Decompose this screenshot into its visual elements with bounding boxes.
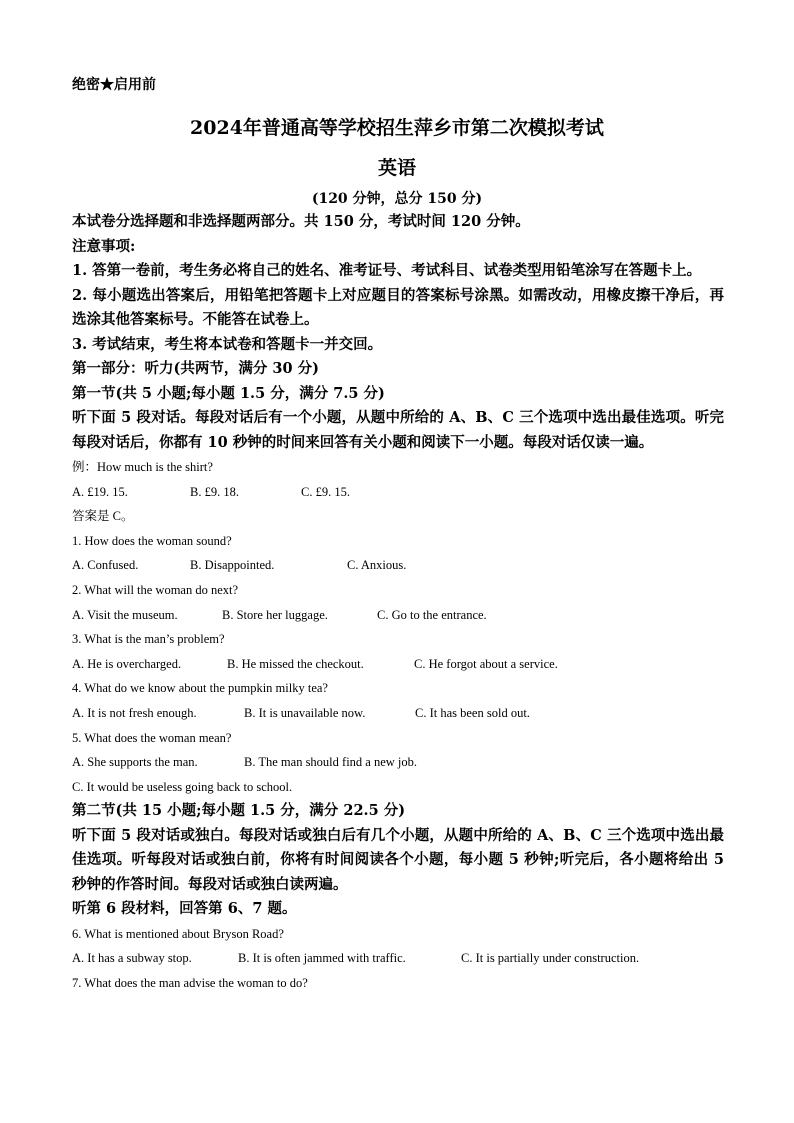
- part1-title: 第一部分：听力(共两节，满分 30 分): [72, 360, 319, 377]
- q4-option-a: A. It is not fresh enough.: [72, 705, 197, 720]
- question-3: 3. What is the man’s problem?: [72, 632, 225, 647]
- intro-text: 本试卷分选择题和非选择题两部分。共 150 分，考试时间 120 分钟。: [72, 213, 530, 230]
- notice-item-1: 1. 答第一卷前，考生务必将自己的姓名、准考证号、考试科目、试卷类型用铅笔涂写在答题卡上。: [72, 262, 702, 279]
- notice-item-3: 3. 考试结束，考生将本试卷和答题卡一并交回。: [72, 335, 383, 353]
- example-options: [72, 480, 724, 505]
- q6-option-b: B. It is often jammed with traffic.: [238, 951, 406, 966]
- question-2: 2. What will the woman do next?: [72, 582, 239, 597]
- q3-option-a: A. He is overcharged.: [72, 656, 182, 671]
- question-7: 7. What does the man advise the woman to do?: [72, 976, 308, 990]
- question-6: 6. What is mentioned about Bryson Road?: [72, 926, 284, 941]
- q5-option-b: B. The man should find a new job.: [244, 755, 418, 770]
- question-4: 4. What do we know about the pumpkin milky tea?: [72, 681, 328, 696]
- secret-label: 绝密★启用前: [72, 77, 156, 93]
- question-2-options: [72, 603, 724, 628]
- q2-option-b: B. Store her luggage.: [222, 607, 328, 622]
- example-option-b: B. £9. 18.: [190, 484, 239, 499]
- q4-option-b: B. It is unavailable now.: [244, 705, 366, 720]
- question-4-options: [72, 701, 724, 726]
- example-option-a: A. £19. 15.: [72, 484, 128, 499]
- q1-option-a: A. Confused.: [72, 558, 139, 573]
- example-option-c: C. £9. 15.: [301, 484, 350, 499]
- q2-option-c: C. Go to the entrance.: [377, 607, 487, 622]
- time-score-line: (120 分钟，总分 150 分): [311, 191, 483, 207]
- q6-option-a: A. It has a subway stop.: [72, 951, 192, 966]
- question-6-options: [72, 946, 724, 971]
- q3-option-c: C. He forgot about a service.: [414, 656, 558, 671]
- q1-option-c: C. Anxious.: [347, 558, 407, 573]
- q4-option-c: C. It has been sold out.: [415, 705, 530, 720]
- question-5: 5. What does the woman mean?: [72, 730, 232, 745]
- section1-directions: 听下面 5 段对话。每段对话后有一个小题，从题中所给的 A、B、C 三个选项中选出最佳选项。听完每段对话后，你都有 10 秒钟的时间来回答有关小题和阅读下一小题。每段对话仅读一遍。: [72, 409, 724, 451]
- example-question: 例：How much is the shirt?: [72, 460, 213, 474]
- exam-body: [72, 210, 724, 996]
- question-1: 1. How does the woman sound?: [72, 533, 232, 548]
- q2-option-a: A. Visit the museum.: [72, 607, 178, 622]
- question-5-options: [72, 750, 724, 775]
- material-6-title: 听第 6 段材料，回答第 6、7 题。: [72, 900, 297, 918]
- exam-title: 2024年普通高等学校招生萍乡市第二次模拟考试: [190, 117, 604, 139]
- notice-title: 注意事项:: [72, 237, 136, 255]
- q5-option-a: A. She supports the man.: [72, 755, 198, 770]
- question-3-options: [72, 652, 724, 677]
- section2-title: 第二节(共 15 小题;每小题 1.5 分，满分 22.5 分): [72, 802, 406, 820]
- q6-option-c: C. It is partially under construction.: [461, 951, 640, 966]
- section1-title: 第一节(共 5 小题;每小题 1.5 分，满分 7.5 分): [72, 384, 385, 402]
- question-1-options: [72, 553, 724, 578]
- section2-directions: 听下面 5 段对话或独白。每段对话或独白后有几个小题，从题中所给的 A、B、C 三个选项中选出最佳选项。听每段对话或独白前，你将有时间阅读各个小题，每小题 5 秒钟;听完后，各小题将给出 5 秒钟的作答时间。每段对话或独白读两遍。: [72, 826, 724, 893]
- notice-item-2: 2. 每小题选出答案后，用铅笔把答题卡上对应题目的答案标号涂黑。如需改动，用橡皮擦干净后，再选涂其他答案标号。不能答在试卷上。: [72, 286, 724, 328]
- q3-option-b: B. He missed the checkout.: [227, 656, 364, 671]
- example-answer: 答案是 C。: [72, 509, 134, 524]
- q1-option-b: B. Disappointed.: [190, 558, 275, 573]
- q5-option-c: C. It would be useless going back to school.: [72, 779, 293, 794]
- subject-title: 英语: [377, 157, 416, 179]
